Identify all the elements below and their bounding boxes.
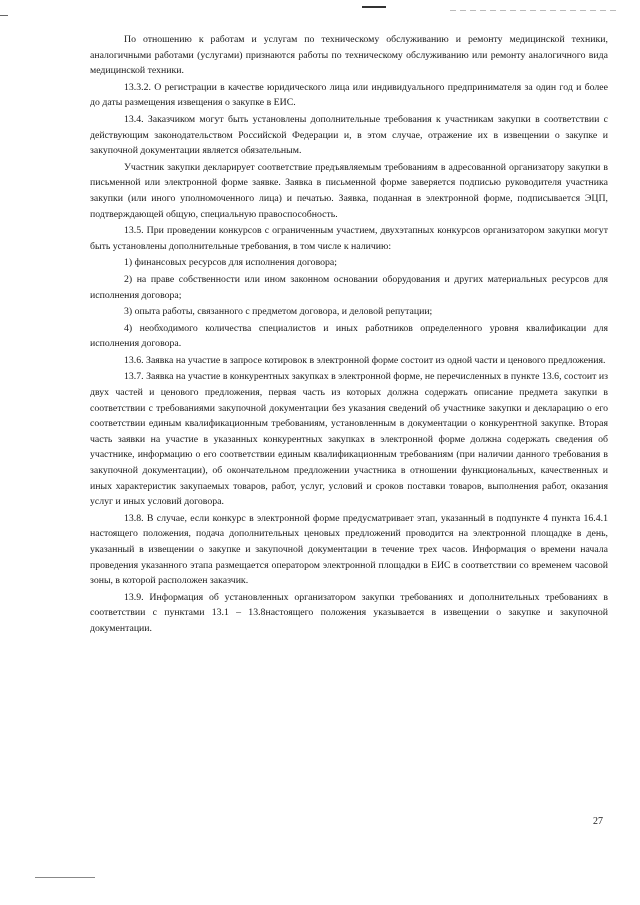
scan-tick <box>0 15 8 16</box>
list-item: 2) на праве собственности или ином законном основании оборудования и других материальных ресурсов для исполнения договора; <box>90 273 608 301</box>
paragraph: 13.9. Информация об установленных организатором закупки требованиях и дополнительных требованиях в соответствии с пунктами 13.1 – 13.8настоящего положения указывается в извещении о закупке и закупочной документации. <box>90 591 608 634</box>
paragraph: 13.8. В случае, если конкурс в электронной форме предусматривает этап, указанный в подпункте 4 пункта 16.4.1 настоящего положения, подача дополнительных ценовых предложений проводится на электронной площадке в день, указанный в извещении о закупке и закупочной документации в течение трех часов. Информация о времени начала проведения указанного этапа размещается оператором электронной площадки в ЕИС в соответствии со временем часовой зоны, в которой расположен заказчик. <box>90 512 608 587</box>
paragraph: 13.5. При проведении конкурсов с ограниченным участием, двухэтапных конкурсов организатором закупки могут быть установлены дополнительные требования, в том числе к наличию: <box>90 225 608 252</box>
paragraph: 13.6. Заявка на участие в запросе котировок в электронной форме состоит из одной части и ценового предложения. <box>124 354 606 366</box>
list-item: 3) опыта работы, связанного с предметом договора, и деловой репутации; <box>124 306 433 318</box>
footer-line <box>35 877 95 878</box>
paragraph: 13.7. Заявка на участие в конкурентных закупках в электронной форме, не перечисленных в пункте 13.6, состоит из двух частей и ценового предложения, первая часть из которых должна содержать описание предмета закупки в соответствии с требованиями закупочной документации без указания сведений об участнике закупки и декларацию о его соответствии единым квалификационным требованиям, установленным в документации о конкурентной закупке. Вторая часть заявки на участие в указанных конкурентных закупках в электронной форме должна содержать сведения об участнике, информацию о его соответствии единым квалификационным требованиям (при наличии данного требования в закупочной документации), об окончательном предложении участника в отношении функциональных, качественных и иных характеристик закупаемых товаров, работ, услуг, условий и сроков поставки товаров, выполнения работ, оказания услуг и иных условий договора. <box>90 371 608 508</box>
list-item: 1) финансовых ресурсов для исполнения договора; <box>124 257 338 269</box>
paragraph: 13.4. Заказчиком могут быть установлены дополнительные требования к участникам закупки в соответствии с действующим законодательством Российской Федерации и, в этом случае, отражение их в извещении о закупке и закупочной документации является обязательным. <box>90 113 608 157</box>
document-body <box>90 32 608 637</box>
paragraph: Участник закупки декларирует соответствие предъявляемым требованиям в адресованной организатору закупки в письменной или электронной форме заявке. Заявка в письменной форме заверяется подписью руководителя участника закупки (или иного уполномоченного лица) и печатью. Заявка, поданная в электронной форме, подписывается ЭЦП, подтверждающей общую, специальную правоспособность. <box>90 161 608 220</box>
list-item: 4) необходимого количества специалистов и иных работников определенного уровня квалификации для исполнения договора. <box>90 322 608 350</box>
scan-mark <box>362 6 386 8</box>
page-number: 27 <box>593 816 603 827</box>
paragraph: По отношению к работам и услугам по техническому обслуживанию и ремонту медицинской техники, аналогичными работами (услугами) признаются работы по техническому обслуживанию или ремонту аналогичного вида медицинской техники. <box>90 34 608 77</box>
scan-line <box>450 10 620 11</box>
paragraph: 13.3.2. О регистрации в качестве юридического лица или индивидуального предпринимателя за один год и более до даты размещения извещения о закупке в ЕИС. <box>90 81 608 109</box>
